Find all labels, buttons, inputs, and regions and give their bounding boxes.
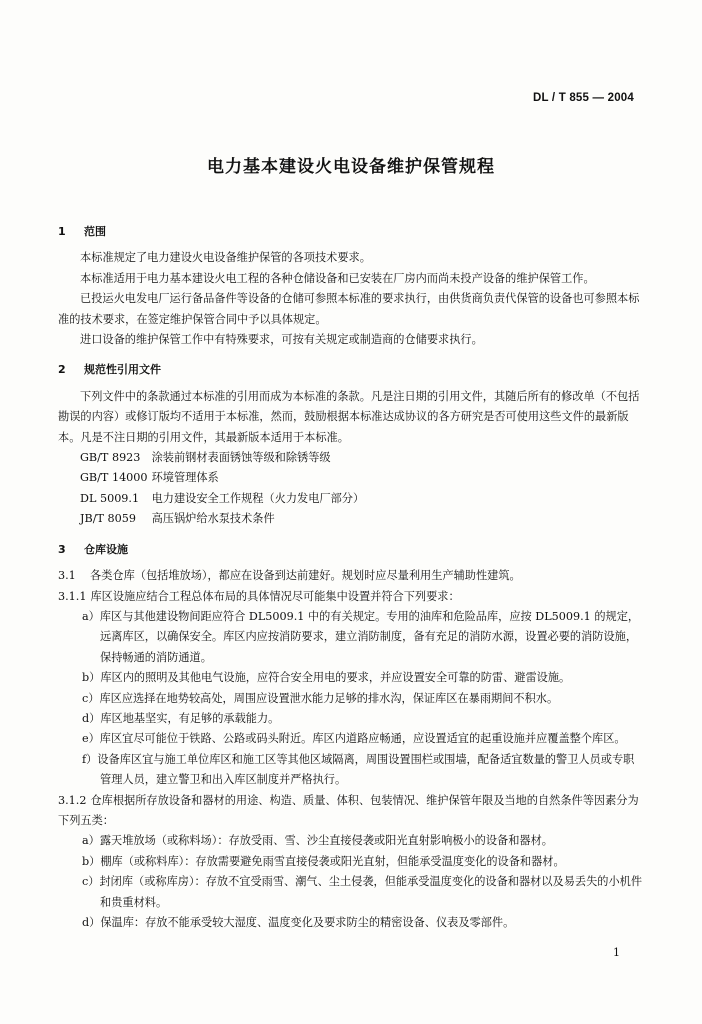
section-2-heading bbox=[58, 360, 644, 380]
paragraph: 已投运火电发电厂运行备品备件等设备的仓储可参照本标准的要求执行，由供货商负责代保管的设备也可参照本标准的技术要求，在签定维护保管合同中予以具体规定。 bbox=[58, 292, 640, 326]
clause-3-1-2 bbox=[58, 791, 644, 832]
reference-item bbox=[58, 468, 644, 488]
clause-3-1 bbox=[58, 566, 644, 586]
paragraph: 本标准规定了电力建设火电设备维护保管的各项技术要求。 bbox=[80, 251, 371, 265]
document-title: 电力基本建设火电设备维护保管规程 bbox=[207, 157, 495, 177]
list-item: e）库区宜尽可能位于铁路、公路或码头附近。库区内道路应畅通，应设置适宜的起重设施并应覆盖整个库区。 bbox=[82, 732, 626, 746]
section-title: 仓库设施 bbox=[84, 542, 128, 556]
paragraph: 本标准适用于电力基本建设火电工程的各种仓储设备和已安装在厂房内而尚未投产设备的维护保管工作。 bbox=[80, 271, 595, 285]
reference-name: 电力建设安全工作规程（火力发电厂部分） bbox=[151, 491, 365, 505]
section-number: 1 bbox=[58, 225, 66, 238]
reference-item bbox=[58, 448, 644, 468]
list-item: b）棚库（或称料库）：存放需要避免雨雪直接侵袭或阳光直射，但能承受温度变化的设备和器材。 bbox=[82, 854, 565, 868]
clause-3-1-1 bbox=[58, 587, 644, 607]
paragraph: 下列文件中的条款通过本标准的引用而成为本标准的条款。凡是注日期的引用文件，其随后所有的修改单（不包括勘误的内容）或修订版均不适用于本标准，然而，鼓励根据本标准达成协议的各方研究是否可使用这些文件的最新版本。凡是不注日期的引用文件，其最新版本适用于本标准。 bbox=[58, 389, 640, 444]
section-1-heading bbox=[58, 222, 644, 242]
section-3-heading bbox=[58, 540, 644, 560]
list-item: a）露天堆放场（或称料场）：存放受雨、雪、沙尘直接侵袭或阳光直射影响极小的设备和器材。 bbox=[82, 834, 553, 848]
list-item: c）库区应选择在地势较高处，周围应设置泄水能力足够的排水沟，保证库区在暴雨期间不积水。 bbox=[82, 691, 559, 705]
clause-text: 仓库根据所存放设备和器材的用途、构造、质量、体积、包装情况、维护保管年限及当地的自然条件等因素分为下列五类： bbox=[58, 793, 639, 827]
reference-code: JB/T 8059 bbox=[80, 512, 136, 526]
section-number: 3 bbox=[58, 542, 66, 556]
reference-code: GB/T 8923 bbox=[80, 451, 141, 465]
list-item: f）设备库区宜与施工单位库区和施工区等其他区域隔离，周围设置围栏或围墙，配备适宜数量的警卫人员或专职管理人员，建立警卫和出入库区制度并严格执行。 bbox=[82, 752, 635, 787]
list-item: b）库区内的照明及其他电气设施，应符合安全用电的要求，并应设置安全可靠的防雷、避雷设施。 bbox=[82, 671, 571, 685]
reference-name: 环境管理体系 bbox=[151, 471, 219, 485]
reference-item bbox=[58, 489, 644, 509]
clause-text: 库区设施应结合工程总体布局的具体情况尽可能集中设置并符合下列要求： bbox=[90, 589, 460, 603]
clause-number: 3.1 bbox=[58, 569, 76, 583]
reference-code: DL 5009.1 bbox=[80, 491, 140, 505]
section-title: 范围 bbox=[84, 225, 106, 238]
clause-text: 各类仓库（包括堆放场），都应在设备到达前建好。规划时应尽量利用生产辅助性建筑。 bbox=[90, 569, 521, 583]
list-item: d）保温库：存放不能承受较大湿度、温度变化及要求防尘的精密设备、仪表及零部件。 bbox=[82, 916, 515, 929]
clause-number: 3.1.1 bbox=[58, 589, 87, 603]
page-number: 1 bbox=[613, 946, 620, 959]
paragraph: 进口设备的维护保管工作中有特殊要求，可按有关规定或制造商的仓储要求执行。 bbox=[80, 333, 483, 347]
reference-code: GB/T 14000 bbox=[80, 471, 148, 485]
list-item: c）封闭库（或称库房）：存放不宜受雨雪、潮气、尘土侵袭，但能承受温度变化的设备和器材以及易丢失的小机件和贵重材料。 bbox=[82, 875, 643, 909]
clause-number: 3.1.2 bbox=[58, 793, 87, 807]
reference-name: 高压锅炉给水泵技术条件 bbox=[151, 512, 275, 526]
section-title: 规范性引用文件 bbox=[84, 363, 161, 377]
list-item: d）库区地基坚实，有足够的承载能力。 bbox=[82, 711, 280, 725]
list-item: a）库区与其他建设物间距应符合 DL5009.1 中的有关规定。专用的油库和危险品库，应按 DL5009.1 的规定，远离库区，以确保安全。库区内应按消防要求，建立消防制度，备有充足的消防水源，设置必要的消防设施，保持畅通的消防通道。 bbox=[82, 609, 640, 664]
reference-name: 涂装前钢材表面锈蚀等级和除锈等级 bbox=[151, 451, 331, 465]
section-number: 2 bbox=[58, 363, 66, 377]
document-body bbox=[58, 222, 644, 933]
document-code: DL / T 855 — 2004 bbox=[533, 92, 634, 104]
reference-item bbox=[58, 509, 644, 529]
